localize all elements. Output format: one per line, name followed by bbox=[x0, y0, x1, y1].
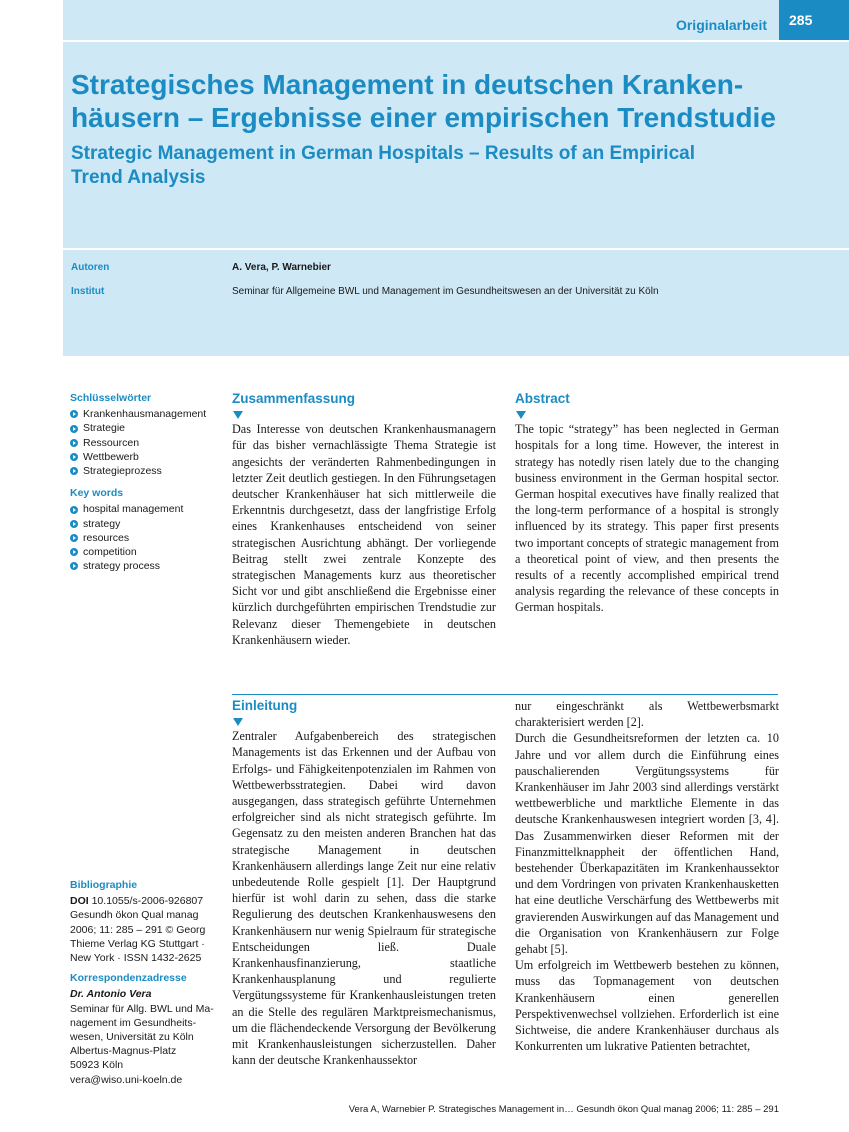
zusammenfassung-section bbox=[232, 391, 496, 648]
einleitung-paragraph: nur eingeschränkt als Wettbewerbsmarkt charakterisiert werden [2]. bbox=[515, 699, 779, 730]
address-line: Seminar für Allg. BWL und Ma- bbox=[70, 1002, 214, 1015]
keyword-item: Krankenhausmanagement bbox=[70, 407, 220, 421]
address-line: nagement im Gesundheits- bbox=[70, 1016, 197, 1029]
einleitung-paragraph: Zentraler Aufgabenbereich des strategischen Managements ist das Erkennen und der Aufbau von Erfolgs- und Fähigkeitenpotenzialen im Rahmen von Wettbewerbsstrategien. Dabei wird davon ausgegangen, dass strategisch geführte Unternehmen erfolgreicher sind als nicht strategisch geführte. Im Gegensatz zu den meisten anderen Branchen hat das strategische Management in deutschen Krankenhäusern allerdings lange Zeit nur eine relativ unbedeutende Rolle gespielt [1]. Der Hauptgrund hierfür ist wohl darin zu sehen, dass die starke Regulierung des deutschen Krankenhauswesens den Krankenhäusern nur wenig Spielraum für strategische Entscheidungen ließ. Duale Krankenhausfinanzierung, staatliche Krankenhausplanung und regulierte Vergütungssysteme für Krankenhausleistungen treten an die Stelle des regulären Marktpreismechanismus, um die flächendeckende Versorgung der Bevölkerung mit Krankenhausleistungen sicherzustellen. Daher kann der deutsche Krankenhaussektor bbox=[232, 729, 496, 1068]
keyword-item: strategy bbox=[70, 517, 220, 531]
address-line: Albertus-Magnus-Platz bbox=[70, 1045, 177, 1058]
bibliography-line: 2006; 11: 285 – 291 © Georg bbox=[70, 923, 206, 936]
down-arrow-icon bbox=[233, 411, 243, 419]
author-block bbox=[63, 250, 849, 356]
bibliography-line: Gesundh ökon Qual manag bbox=[70, 909, 199, 922]
keyword-item: strategy process bbox=[70, 559, 220, 573]
footer-citation: Vera A, Warnebier P. Strategisches Management in… Gesundh ökon Qual manag 2006; 11: 285 – 291 bbox=[348, 1104, 779, 1115]
arrow-bullet-icon bbox=[70, 410, 78, 418]
authors: A. Vera, P. Warnebier bbox=[232, 262, 331, 273]
einleitung-left-column bbox=[232, 698, 496, 1068]
keywords-en-list bbox=[70, 502, 220, 573]
einleitung-paragraph: Um erfolgreich im Wettbewerb bestehen zu können, muss das Topmanagement von deutschen Krankenhäusern einen generellen Perspektivenwechsel vollziehen. Erforderlich ist eine Sichtweise, die andere Krankenhäuser durchaus als Konkurrenten um lukrative Patienten betrachtet, bbox=[515, 958, 779, 1054]
arrow-bullet-icon bbox=[70, 467, 78, 475]
einleitung-heading: Einleitung bbox=[232, 698, 298, 713]
arrow-bullet-icon bbox=[70, 453, 78, 461]
correspondence-heading: Korrespondenzadresse bbox=[70, 972, 187, 985]
bibliography-line: Thieme Verlag KG Stuttgart · bbox=[70, 937, 205, 950]
keyword-item: Strategie bbox=[70, 421, 220, 435]
title-german: Strategisches Management in deutschen Kranken-häusern – Ergebnisse einer empirischen Trendstudie bbox=[71, 69, 776, 133]
institute-label: Institut bbox=[71, 286, 105, 297]
bibliography-heading: Bibliographie bbox=[70, 879, 138, 891]
keyword-item: hospital management bbox=[70, 502, 220, 516]
doi-label: DOI bbox=[70, 895, 89, 908]
institute: Seminar für Allgemeine BWL und Management im Gesundheitswesen an der Universität zu Köln bbox=[232, 286, 659, 297]
einleitung-right-column bbox=[515, 698, 779, 1054]
arrow-bullet-icon bbox=[70, 520, 78, 528]
page-number: 285 bbox=[779, 0, 849, 40]
bibliography-line: New York · ISSN 1432-2625 bbox=[70, 952, 202, 965]
article-type: Originalarbeit bbox=[675, 17, 767, 33]
address-line: wesen, Universität zu Köln bbox=[70, 1031, 194, 1044]
keyword-item: competition bbox=[70, 545, 220, 559]
section-divider bbox=[232, 694, 778, 695]
correspondence-name: Dr. Antonio Vera bbox=[70, 988, 152, 1001]
authors-label: Autoren bbox=[71, 262, 110, 273]
arrow-bullet-icon bbox=[70, 506, 78, 514]
keyword-item: resources bbox=[70, 531, 220, 545]
zusammenfassung-heading: Zusammenfassung bbox=[232, 391, 356, 406]
abstract-section bbox=[515, 391, 779, 616]
abstract-text: The topic “strategy” has been neglected in German hospitals for a long time. However, the interest in strategy has notedly risen lately due to the changing business environment in the German hospital sector. German hospital executives have finally realized that the long-term performance of a hospital is strongly influenced by its strategy. This paper first presents two important concepts of strategic management from a theoretical point of view, and then presents the results of a recently accomplished empirical trend analysis regarding the relevance of these concepts in German hospitals. bbox=[515, 422, 779, 615]
email-line: vera@wiso.uni-koeln.de bbox=[70, 1073, 183, 1086]
keyword-item: Ressourcen bbox=[70, 436, 220, 450]
down-arrow-icon bbox=[516, 411, 526, 419]
header-bar bbox=[63, 0, 849, 40]
zusammenfassung-text: Das Interesse von deutschen Krankenhausmanagern für das bisher vernachlässigte Thema Strategie ist angesichts der veränderten Rahmenbedingungen in letzter Zeit deutlich gestiegen. In den Führungsetagen deutscher Krankenhäuser hat sich mittlerweile die Erkenntnis durchgesetzt, dass der langfristige Erfolg eines Krankenhauses entscheidend von seiner strategischen Ausrichtung abhängt. Der vorliegende Beitrag stellt zwei zentrale Konzepte des strategischen Managements kurz aus theoretischer Sicht vor und gibt anschließend die Ergebnisse einer kürzlich durchgeführten empirischen Trendstudie zur Relevanz dieser Themengebiete in deutschen Krankenhäusern wieder. bbox=[232, 422, 496, 647]
address-line: 50923 Köln bbox=[70, 1059, 124, 1072]
abstract-heading: Abstract bbox=[515, 391, 570, 406]
bibliography-panel bbox=[70, 878, 220, 1087]
arrow-bullet-icon bbox=[70, 562, 78, 570]
arrow-bullet-icon bbox=[70, 439, 78, 447]
keywords-de-heading: Schlüsselwörter bbox=[70, 392, 152, 404]
keyword-item: Strategieprozess bbox=[70, 464, 220, 478]
arrow-bullet-icon bbox=[70, 548, 78, 556]
arrow-bullet-icon bbox=[70, 534, 78, 542]
arrow-bullet-icon bbox=[70, 425, 78, 433]
title-block bbox=[63, 42, 849, 248]
doi-line bbox=[70, 894, 220, 908]
doi-value: 10.1055/s-2006-926807 bbox=[91, 895, 204, 908]
keyword-item: Wettbewerb bbox=[70, 450, 220, 464]
einleitung-paragraph: Durch die Gesundheitsreformen der letzten ca. 10 Jahre und vor allem durch die Einführung eines pauschalierenden Vergütungssystems für Krankenhäuser im Jahr 2003 sind allerdings verstärkt wettbewerbliche und marktliche Elemente in das deutsche Krankenhauswesen integriert worden [3, 4]. Das Zusammenwirken dieser Reformen mit der Finanzmittelknappheit der öffentlichen Hand, bestehender Überkapazitäten im Krankenhaussektor und dem Vordringen von privaten Krankenhausketten hat eine deutliche Verschärfung des Wettbewerbs mit gravierenden Auswirkungen auf das Management und die Organisation von Krankenhäusern zur Folge gehabt [5]. bbox=[515, 731, 779, 957]
keywords-panel bbox=[70, 391, 220, 573]
keywords-en-heading: Key words bbox=[70, 487, 124, 500]
down-arrow-icon bbox=[233, 718, 243, 726]
title-english: Strategic Management in German Hospitals – Results of an Empirical Trend Analysis bbox=[71, 143, 696, 188]
keywords-de-list bbox=[70, 407, 220, 478]
